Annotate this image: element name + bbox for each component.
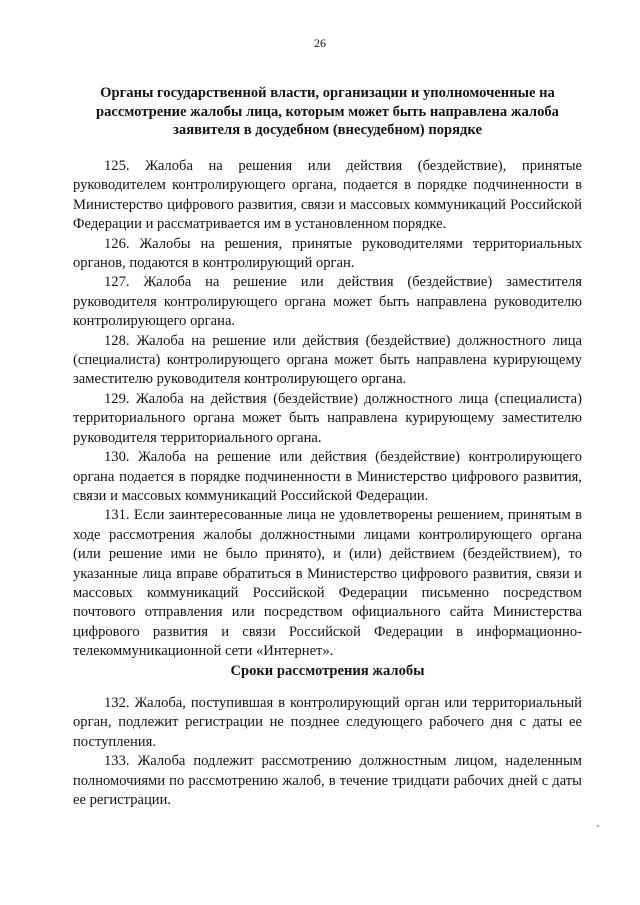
section-title-complaint-bodies (73, 84, 582, 140)
scan-artifact (597, 825, 599, 827)
paragraph-132: 132. Жалоба, поступившая в контролирующий орган или территориальный орган, подлежит регистрации не позднее следующего рабочего дня с даты ее поступления. (73, 695, 582, 750)
paragraph-126: 126. Жалобы на решения, принятые руководителями территориальных органов, подаются в контролирующий орган. (73, 235, 582, 272)
paragraph-125: 125. Жалоба на решения или действия (бездействие), принятые руководителем контролирующего органа, подается в порядке подчиненности в Министерство цифрового развития, связи и массовых коммуникаций Российской Федерации и рассматривается им в установленном порядке. (73, 158, 582, 233)
paragraph-129: 129. Жалоба на действия (бездействие) должностного лица (специалиста) территориального органа может быть направлена курирующему заместителю руководителя территориального органа. (73, 390, 582, 446)
paragraph-131: 131. Если заинтересованные лица не удовлетворены решением, принятым в ходе рассмотрения жалобы должностными лицами контролирующего органа (или решение ими не было принято), и (или) действием (бездействием), то указанные лица вправе обратиться в Министерство цифрового развития, связи и массовых коммуникаций Российской Федерации письменно посредством почтового отправления или посредством официального сайта Министерства цифрового развития и связи Российской Федерации в информационно-телекоммуникационной сети «Интернет». (73, 507, 582, 660)
paragraph-127: 127. Жалоба на решение или действия (бездействие) заместителя руководителя контролирующего органа может быть направлена руководителю контролирующего органа. (73, 274, 582, 330)
title-line: Сроки рассмотрения жалобы (230, 663, 425, 679)
paragraph-130: 130. Жалоба на решение или действия (бездействие) контролирующего органа подается в порядке подчиненности в Министерство цифрового развития, связи и массовых коммуникаций Российской Федерации. (73, 449, 582, 504)
title-line: заявителя в досудебном (внесудебном) порядке (173, 122, 482, 138)
section-body-complaint-bodies (73, 157, 582, 662)
title-line: рассмотрение жалобы лица, которым может быть направлена жалоба (96, 103, 559, 120)
paragraph-133: 133. Жалоба подлежит рассмотрению должностным лицом, наделенным полномочиями по рассмотрению жалоб, в течение тридцати рабочих дней с даты ее регистрации. (73, 753, 582, 809)
section-body-complaint-deadlines (73, 694, 582, 810)
paragraph-128: 128. Жалоба на решение или действия (бездействие) должностного лица (специалиста) контролирующего органа может быть направлена курирующему заместителю руководителя контролирующего органа. (73, 332, 582, 388)
section-title-complaint-deadlines (73, 662, 582, 681)
page-number: 26 (314, 36, 326, 50)
title-line: Органы государственной власти, организации и уполномоченные на (100, 85, 555, 101)
